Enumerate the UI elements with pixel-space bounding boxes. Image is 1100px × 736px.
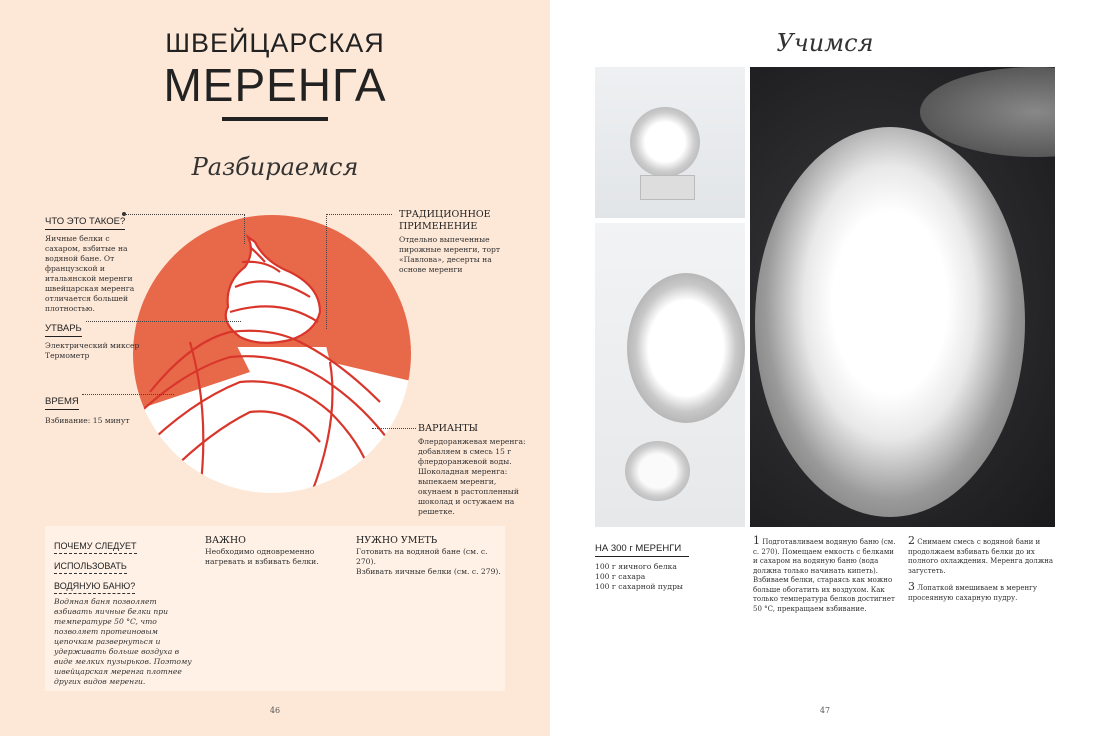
step-text: Снимаем смесь с водяной бани и продолжаем взбивать белки до их полного охлаждения. Меренга должна загустеть. xyxy=(908,538,1054,575)
title-underline xyxy=(222,117,328,121)
page-number: 47 xyxy=(819,706,831,715)
ingredient-item: 100 г сахара xyxy=(595,572,646,581)
step-number: 3 xyxy=(908,580,915,593)
ingredient-item: 100 г яичного белка xyxy=(595,562,677,571)
traditional-block xyxy=(399,209,519,275)
skills-block xyxy=(356,535,501,577)
what-is-block xyxy=(45,209,145,314)
tools-heading: УТВАРЬ xyxy=(45,323,82,337)
skills-heading: НУЖНО УМЕТЬ xyxy=(356,535,438,546)
leader-line xyxy=(82,394,174,395)
ingredients-heading: НА 300 г МЕРЕНГИ xyxy=(595,543,689,557)
step-number: 2 xyxy=(908,534,915,547)
time-text: Взбивание: 15 минут xyxy=(45,416,130,425)
leader-line xyxy=(125,214,245,215)
page-number: 46 xyxy=(269,706,281,715)
meringue-illustration xyxy=(130,212,415,497)
leader-line xyxy=(244,214,245,244)
step-2 xyxy=(908,536,1058,576)
what-is-text: Яичные белки с сахаром, взбитые на водяной бане. От французской и итальянской меренги швейцарская меренга отличается большей плотностью. xyxy=(45,234,135,313)
important-block xyxy=(205,535,340,567)
photo-meringue-closeup xyxy=(750,67,1055,527)
important-text: Необходимо одновременно нагревать и взбивать белки. xyxy=(205,547,319,566)
title-line-2: МЕРЕНГА xyxy=(163,59,387,111)
leader-line xyxy=(326,214,392,215)
section-title: Учимся xyxy=(776,29,874,57)
step-1 xyxy=(753,536,898,614)
why-heading: ВОДЯНУЮ БАНЮ? xyxy=(54,580,135,594)
photo-bowl-on-bath xyxy=(595,67,745,218)
step-text: Подготавливаем водяную баню (см. с. 270). Помещаем емкость с белками и сахаром на водяную баню (вода должна только начинать кипеть). Взбиваем белки, стараясь как можно больше обогатить их воздухом. Как только температура белков достигнет 50 °C, прекращаем взбивание. xyxy=(753,538,896,613)
important-heading: ВАЖНО xyxy=(205,535,246,546)
step-number: 1 xyxy=(753,534,760,547)
title-line-1: ШВЕЙЦАРСКАЯ xyxy=(165,28,385,58)
why-heading: ИСПОЛЬЗОВАТЬ xyxy=(54,560,127,574)
what-is-heading: ЧТО ЭТО ТАКОЕ? xyxy=(45,216,125,230)
why-block xyxy=(54,534,194,687)
leader-line xyxy=(372,428,416,429)
leader-line xyxy=(86,321,241,322)
traditional-text: Отдельно выпеченные пирожные меренги, торт «Павлова», десерты на основе меренги xyxy=(399,235,501,274)
variants-heading: ВАРИАНТЫ xyxy=(418,423,479,434)
traditional-heading-2: ПРИМЕНЕНИЕ xyxy=(399,221,478,232)
right-page xyxy=(550,0,1100,736)
tools-block xyxy=(45,316,139,361)
ingredients-block xyxy=(595,536,740,592)
tool-item: Термометр xyxy=(45,351,90,360)
time-heading: ВРЕМЯ xyxy=(45,396,79,410)
section-title: Разбираемся xyxy=(191,153,359,181)
variants-block xyxy=(418,423,530,517)
traditional-heading-1: ТРАДИЦИОННОЕ xyxy=(399,209,491,220)
photo-bowl-and-sugar xyxy=(595,223,745,527)
skill-item: Готовить на водяной бане (см. с. 270). xyxy=(356,547,488,566)
ingredient-item: 100 г сахарной пудры xyxy=(595,582,683,591)
variants-text: Флердоранжевая меренга: добавляем в смесь 15 г флердоранжевой воды. Шоколадная меренга: выпекаем меренги, окунаем в растопленный шоколад и остужаем на решетке. xyxy=(418,437,526,516)
why-heading: ПОЧЕМУ СЛЕДУЕТ xyxy=(54,540,137,554)
step-text: Лопаткой вмешиваем в меренгу просеянную сахарную пудру. xyxy=(908,584,1037,602)
skill-item: Взбивать яичные белки (см. с. 279). xyxy=(356,567,501,576)
step-3 xyxy=(908,582,1058,603)
leader-line xyxy=(326,214,327,329)
steps-column-2 xyxy=(908,536,1058,603)
tool-item: Электрический миксер xyxy=(45,341,140,350)
why-text: Водяная баня позволяет взбивать яичные белки при температуре 50 °C, что позволяет протеиновым цепочкам развернуться и удерживать больше воздуха в виде мелких пузырьков. Поэтому швейцарская меренга плотнее других видов меренги. xyxy=(54,597,192,686)
